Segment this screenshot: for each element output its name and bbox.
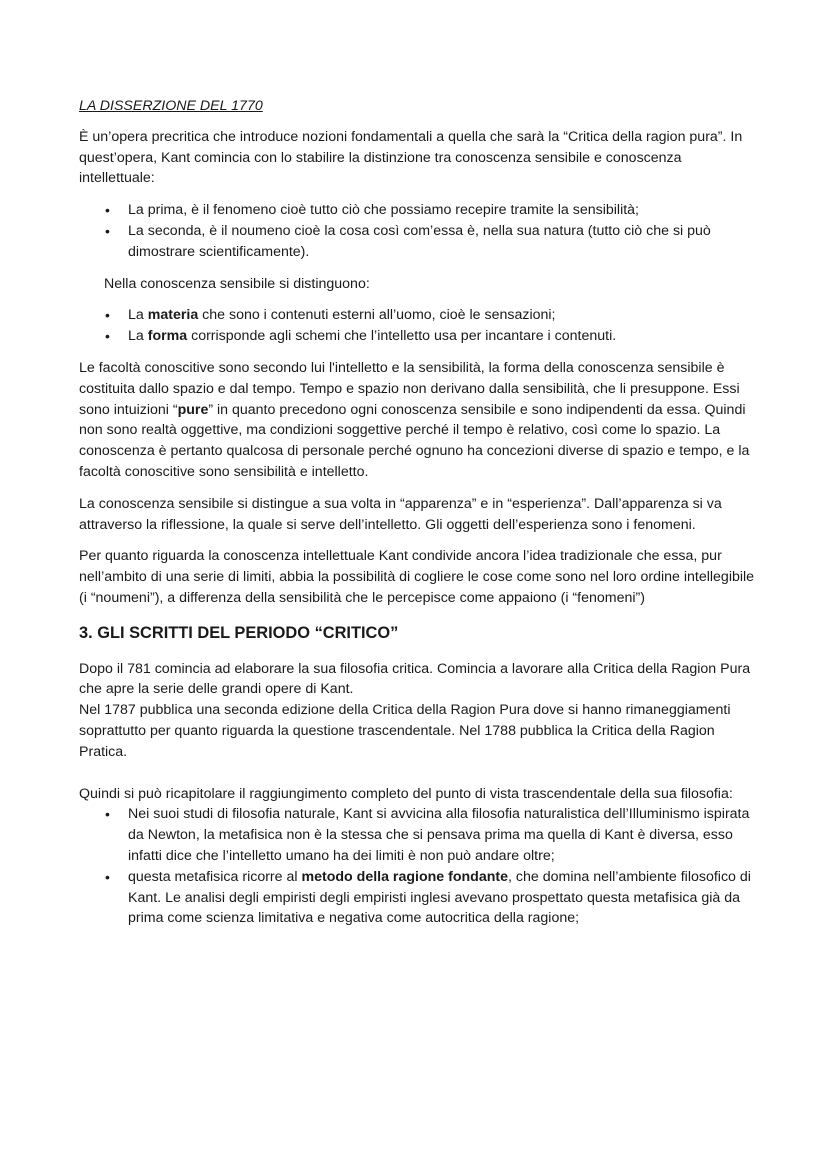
list-item: • La prima, è il fenomeno cioè tutto ciò che possiamo recepire tramite la sensibilità;	[79, 200, 759, 221]
bullet-list-sensibile	[79, 305, 759, 347]
list-item: • La seconda, è il noumeno cioè la cosa così com’essa è, nella sua natura (tutto ciò che si può dimostrare scientificamente).	[79, 221, 759, 263]
intellettuale-paragraph: Per quanto riguarda la conoscenza intellettuale Kant condivide ancora l’idea tradizionale che essa, pur nell’ambito di una serie di limiti, abbia la possibilità di cogliere le cose come sono nel loro ordine intellegibile (i “noumeni”), a differenza della sensibilità che le percepisce come appaiono (i “fenomeni”)	[79, 548, 755, 606]
facolta-paragraph: Le facoltà conoscitive sono secondo lui l'intelletto e la sensibilità, la forma della conoscenza sensibile è costituita dallo spazio e dal tempo. Tempo e spazio non derivano dalla sensibilità, che li presuppone. Essi sono intuizioni “pure” in quanto precedono ogni conoscenza sensibile e sono indipendenti da essa. Quindi non sono realtà oggettive, ma condizioni soggettive perché il tempo è relativo, così come lo spazio. La conoscenza è pertanto qualcosa di personale perché ognuno ha concezioni diverse di spazio e tempo, e la facoltà conoscitive sono sensibilità e intelletto.	[79, 359, 750, 480]
intro-paragraph: È un’opera precritica che introduce nozioni fondamentali a quella che sarà la “Critica della ragion pura”. In quest’opera, Kant comincia con lo stabilire la distinzione tra conoscenza sensibile e conoscenza intellettuale:	[79, 128, 743, 187]
bullet-list-conoscenza	[79, 200, 759, 262]
document-page	[79, 96, 759, 929]
sensibile-intro: Nella conoscenza sensibile si distinguono:	[104, 275, 370, 292]
list-item: • questa metafisica ricorre al metodo della ragione fondante, che domina nell’ambiente filosofico di Kant. Le analisi degli empiristi degli empiristi inglesi avevano prospettato questa metafisica già da prima come scienza limitativa e negativa come autocritica della ragione;	[79, 867, 759, 929]
paragraph-781: Dopo il 781 comincia ad elaborare la sua filosofia critica. Comincia a lavorare alla Critica della Ragion Pura che apre la serie delle grandi opere di Kant.	[79, 660, 751, 698]
paragraph-quindi: Quindi si può ricapitolare il raggiungimento completo del punto di vista trascendentale della sua filosofia:	[79, 785, 733, 802]
section-title: LA DISSERZIONE DEL 1770	[79, 98, 263, 114]
section-heading: 3. GLI SCRITTI DEL PERIODO “CRITICO”	[79, 623, 399, 642]
apparenza-paragraph: La conoscenza sensibile si distingue a sua volta in “apparenza” e in “esperienza”. Dall’apparenza si va attraverso la riflessione, la quale si serve dell’intelletto. Gli oggetti dell’esperienza sono i fenomeni.	[79, 495, 722, 533]
list-item: • La forma corrisponde agli schemi che l’intelletto usa per incantare i contenuti.	[79, 326, 759, 347]
bullet-list-metafisica	[79, 804, 759, 929]
list-item: • La materia che sono i contenuti esterni all’uomo, cioè le sensazioni;	[79, 305, 759, 326]
paragraph-1787: Nel 1787 pubblica una seconda edizione della Critica della Ragion Pura dove si hanno rimaneggiamenti soprattutto per quanto riguarda la questione trascendentale. Nel 1788 pubblica la Critica della Ragion Pratica.	[79, 702, 731, 760]
list-item: • Nei suoi studi di filosofia naturale, Kant si avvicina alla filosofia naturalistica dell’Illuminismo ispirata da Newton, la metafisica non è la stessa che si pensava prima ma quella di Kant è diversa, esso infatti dice che l’intelletto umano ha dei limiti è non può andare oltre;	[79, 804, 759, 866]
